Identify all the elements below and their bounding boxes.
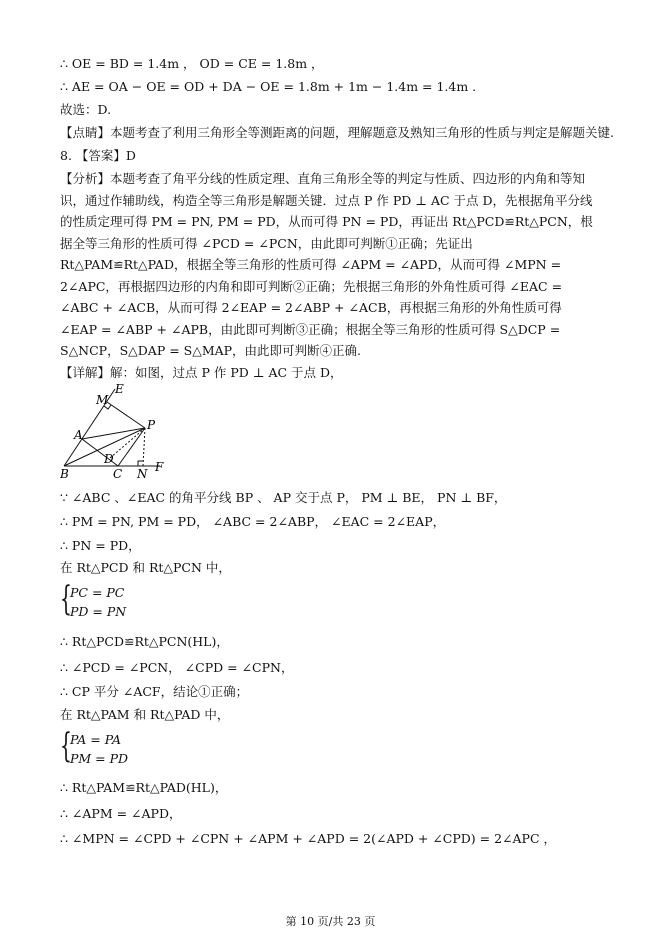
detail-step-4: 在 Rt△PCD 和 Rt△PCN 中， xyxy=(60,560,231,575)
detail-step-6: ∴ ∠PCD = ∠PCN， ∠CPD = ∠CPN， xyxy=(60,660,294,675)
label-P: P xyxy=(147,418,156,432)
system-1-row-2: PD = PN xyxy=(70,604,127,619)
label-E: E xyxy=(115,383,124,396)
detail-step-3: ∴ PN = PD， xyxy=(60,538,141,553)
page-footer: 第 10 页/共 23 页 xyxy=(285,915,376,928)
text-line-2: ∴ AE = OA − OE = OD + DA − OE = 1.8m + 1m − 1.4m = 1.4m . xyxy=(60,79,477,94)
detail-step-1: ∵ ∠ABC 、∠EAC 的角平分线 BP 、 AP 交于点 P， PM ⊥ BE， PN ⊥ BF， xyxy=(60,490,507,505)
label-N: N xyxy=(137,467,148,481)
detail-line: 【详解】解：如图，过点 P 作 PD ⊥ AC 于点 D， xyxy=(60,365,343,380)
label-F: F xyxy=(155,460,164,474)
detail-step-10: ∴ ∠APM = ∠APD， xyxy=(60,806,182,821)
detail-step-5: ∴ Rt△PCD≌Rt△PCN(HL)， xyxy=(60,634,229,649)
detail-step-2: ∴ PM = PN, PM = PD， ∠ABC = 2∠ABP， ∠EAC = 2∠EAP， xyxy=(60,514,446,529)
label-M: M xyxy=(96,393,109,407)
label-C: C xyxy=(113,467,123,481)
label-B: B xyxy=(60,467,69,481)
system-brace-2: { xyxy=(60,726,72,766)
text-line-3: 故选：D. xyxy=(60,102,112,117)
label-D: D xyxy=(104,452,114,466)
detail-step-7: ∴ CP 平分 ∠ACF，结论①正确； xyxy=(60,684,249,699)
system-brace-1: { xyxy=(60,579,72,619)
system-1-row-1: PC = PC xyxy=(70,585,125,600)
detail-step-11: ∴ ∠MPN = ∠CPD + ∠CPN + ∠APM + ∠APD = 2(∠APD + ∠CPD) = 2∠APC ， xyxy=(60,831,557,846)
detail-step-9: ∴ Rt△PAM≌Rt△PAD(HL)， xyxy=(60,780,228,795)
comment-line: 【点睛】本题考查了利用三角形全等测距离的问题，理解题意及熟知三角形的性质与判定是解题关键. xyxy=(60,125,614,140)
answer-header: 8. 【答案】D xyxy=(60,148,136,163)
label-A: A xyxy=(74,428,83,442)
text-line-1: ∴ OE = BD = 1.4m ， OD = CE = 1.8m ， xyxy=(60,56,324,71)
geometry-figure xyxy=(60,383,170,483)
analysis-paragraph: 【分析】本题考查了角平分线的性质定理、直角三角形全等的判定与性质、四边形的内角和等知识，通过作辅助线，构造全等三角形是解题关键．过点 P 作 PD ⊥ AC 于点 D，先根据角平分线的性质定理可得 PM = PN, PM = PD，从而可得 PN = PD，再证出 Rt△PCD≌Rt△PCN，根据全等三角形的性质可得 ∠PCD = ∠PCN，由此即可判断①正确；先证出 Rt△PAM≌Rt△PAD，根据全等三角形的性质可得 ∠APM = ∠APD，从而可得 ∠MPN = 2∠APC，再根据四边形的内角和即可判断②正确；先根据三角形的外角性质可得 ∠EAC = ∠ABC + ∠ACB，从而可得 2∠EAP = 2∠ABP + ∠ACB，再根据三角形的外角性质可得 ∠EAP = ∠ABP + ∠APB，由此即可判断③正确；根据全等三角形的性质可得 S△DCP = S△NCP，S△DAP = S△MAP，由此即可判断④正确. xyxy=(60,171,593,358)
system-2-row-2: PM = PD xyxy=(70,751,129,766)
detail-step-8: 在 Rt△PAM 和 Rt△PAD 中， xyxy=(60,707,230,722)
system-2-row-1: PA = PA xyxy=(70,732,122,747)
